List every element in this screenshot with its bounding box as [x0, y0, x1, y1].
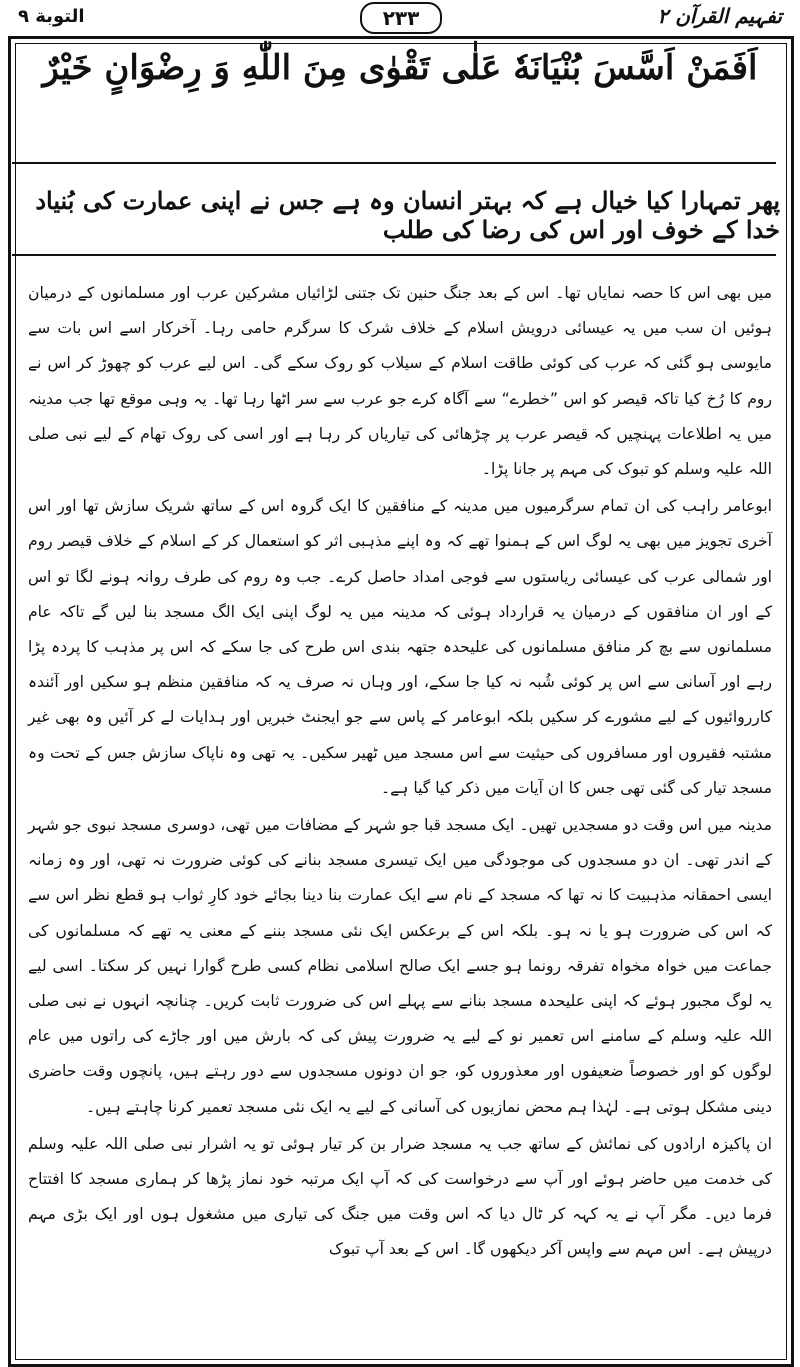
page-number: ۲۳۳	[360, 2, 442, 34]
commentary-paragraph: میں بھی اس کا حصہ نمایاں تھا۔ اس کے بعد جنگ حنین تک جتنی لڑائیاں مشرکین عرب اور مسلمانوں کے درمیان ہوئیں ان سب میں یہ عیسائی درویش اسلام کے خلاف شرک کا سرگرم حامی رہا۔ آخرکار اسے اس بات سے مایوسی ہو گئی کہ عرب کی کوئی طاقت اسلام کے سیلاب کو روک سکے گی۔ اس لیے عرب کو چھوڑ کر اس نے روم کا رُخ کیا تاکہ قیصر کو اس ”خطرے“ سے آگاہ کرے جو عرب سے سر اٹھا رہا تھا۔ یہ وہی موقع تھا جب مدینہ میں یہ اطلاعات پہنچیں کہ قیصر عرب پر چڑھائی کی تیاریاں کر رہا ہے اور اسی کی روک تھام کے لیے نبی صلی اللہ علیہ وسلم کو تبوک کی مہم پر جانا پڑا۔	[28, 284, 772, 479]
commentary-paragraph: ابوعامر راہب کی ان تمام سرگرمیوں میں مدینہ کے منافقین کا ایک گروہ اس کے ساتھ شریک سازش تھا اور اس آخری تجویز میں بھی یہ لوگ اس کے ہمنوا تھے کہ وہ اپنے مذہبی اثر کو استعمال کر کے اسلام کے خلاف قیصر روم اور شمالی عرب کی عیسائی ریاستوں سے فوجی امداد حاصل کرے۔ جب وہ روم کی طرف روانہ ہونے لگا تو اس کے اور ان منافقوں کے درمیان یہ قرارداد ہوئی کہ مدینہ میں یہ لوگ اپنی ایک الگ مسجد بنا لیں گے تاکہ عام مسلمانوں سے بچ کر منافق مسلمانوں کی علیحدہ جتھہ بندی اس طرح کی جا سکے کہ اس پر مذہب کا پردہ پڑا رہے اور آسانی سے اس پر کوئی شُبہ نہ کیا جا سکے، اور وہاں نہ صرف یہ کہ منافقین منظم ہو سکیں اور آئندہ کارروائیوں کے لیے مشورے کر سکیں بلکہ ابوعامر کے پاس سے جو ایجنٹ خبریں اور ہدایات لے کر آئیں وہ بھی غیر مشتبہ فقیروں اور مسافروں کی حیثیت سے اس مسجد میں ٹھیر سکیں۔ یہ تھی وہ ناپاک سازش جس کے تحت وہ مسجد تیار کی گئی تھی جس کا ان آیات میں ذکر کیا گیا ہے۔	[28, 497, 772, 797]
book-title: تفہیم القرآن ۲	[657, 4, 782, 28]
surah-name: التوبة ٩	[18, 6, 85, 27]
verse-translation: پھر تمہارا کیا خیال ہے کہ بہتر انسان وہ ہے جس نے اپنی عمارت کی بُنیاد خدا کے خوف اور اس کی رضا کی طلب	[35, 186, 780, 244]
quran-verse: اَفَمَنْ اَسَّسَ بُنْيَانَهٗ عَلٰى تَقْوٰى مِنَ اللّٰهِ وَ رِضْوَانٍ خَيْرٌ	[42, 48, 758, 88]
commentary-paragraph: مدینہ میں اس وقت دو مسجدیں تھیں۔ ایک مسجد قبا جو شہر کے مضافات میں تھی، دوسری مسجد نبوی جو شہر کے اندر تھی۔ ان دو مسجدوں کی موجودگی میں ایک تیسری مسجد بنانے کی کوئی ضرورت نہ تھی، اور وہ زمانہ ایسی احمقانہ مذہبیت کا نہ تھا کہ مسجد کے نام سے ایک عمارت بنا دینا بجائے خود کارِ ثواب ہو قطع نظر اس سے کہ اس کی ضرورت ہو یا نہ ہو۔ بلکہ اس کے برعکس ایک نئی مسجد بننے کے معنی یہ تھے کہ مسلمانوں کی جماعت میں خواہ مخواہ تفرقہ رونما ہو جسے ایک صالح اسلامی نظام کسی طرح گوارا نہیں کر سکتا۔ اسی لیے یہ لوگ مجبور ہوئے کہ اپنی علیحدہ مسجد بنانے سے پہلے اس کی ضرورت ثابت کریں۔ چنانچہ انہوں نے نبی صلی اللہ علیہ وسلم کے سامنے اس تعمیر نو کے لیے یہ ضرورت پیش کی کہ بارش میں اور جاڑے کی راتوں میں عام لوگوں کو اور خصوصاً ضعیفوں اور معذوروں کو، جو ان دونوں مسجدوں سے دور رہتے ہیں، پانچوں وقت حاضری دینی مشکل ہوتی ہے۔ لہٰذا ہم محض نمازیوں کی آسانی کے لیے یہ ایک نئی مسجد تعمیر کرنا چاہتے ہیں۔	[28, 816, 772, 1116]
page-header	[0, 0, 800, 38]
commentary	[28, 276, 772, 1270]
commentary-paragraph: ان پاکیزہ ارادوں کی نمائش کے ساتھ جب یہ مسجد ضرار بن کر تیار ہوئی تو یہ اشرار نبی صلی اللہ علیہ وسلم کی خدمت میں حاضر ہوئے اور آپ سے درخواست کی کہ آپ ایک مرتبہ خود نماز پڑھا کر ہماری مسجد کا افتتاح فرما دیں۔ مگر آپ نے یہ کہہ کر ٹال دیا کہ اس وقت میں جنگ کی تیاری میں مشغول ہوں اور ایک بڑی مہم درپیش ہے۔ اس مہم سے واپس آکر دیکھوں گا۔ اس کے بعد آپ تبوک	[28, 1134, 772, 1259]
